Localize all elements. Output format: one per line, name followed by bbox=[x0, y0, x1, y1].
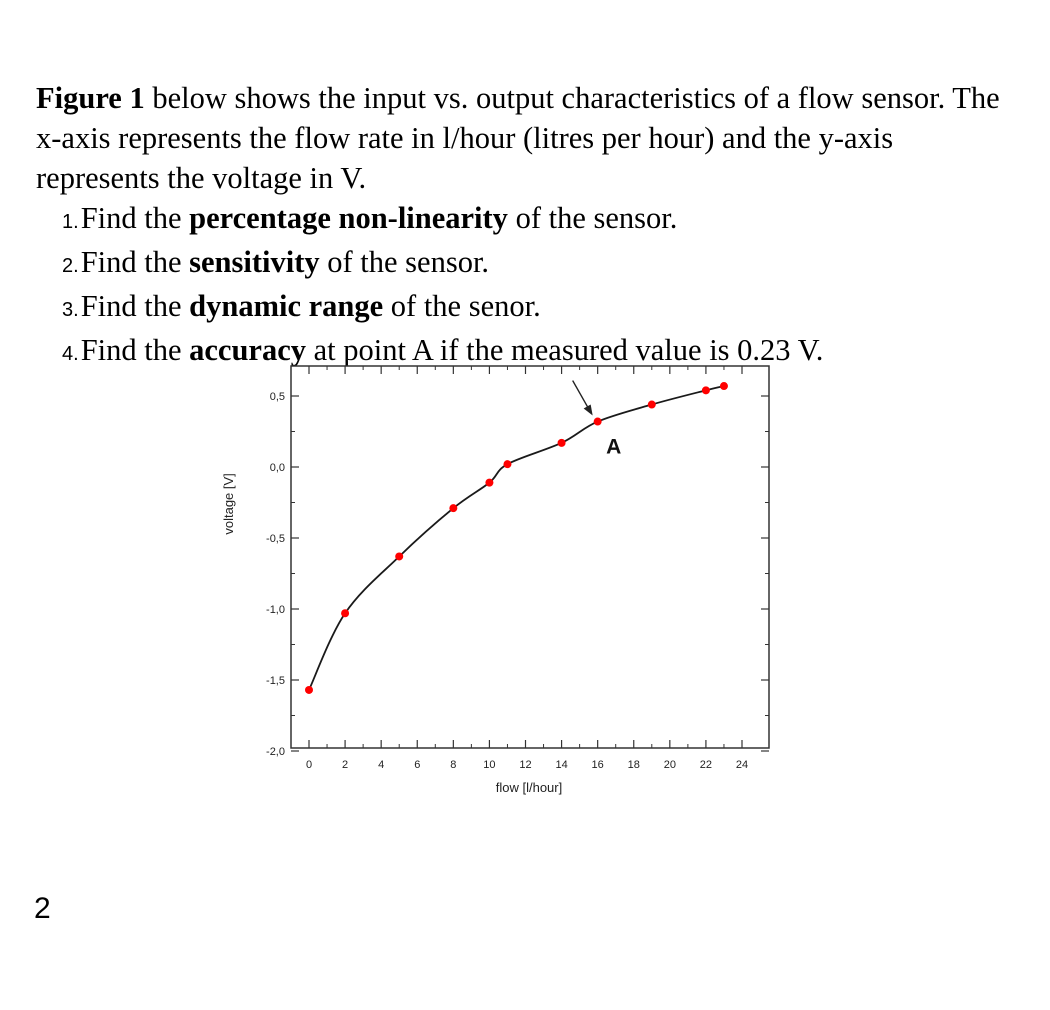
y-tick-label: -2,0 bbox=[266, 746, 285, 758]
question-text: of the sensor. bbox=[319, 245, 490, 279]
x-tick-label: 4 bbox=[378, 759, 385, 771]
x-tick-label: 12 bbox=[519, 759, 532, 771]
x-tick-label: 18 bbox=[627, 759, 640, 771]
x-tick-label: 0 bbox=[305, 759, 313, 771]
question-text: Find the bbox=[80, 245, 190, 279]
data-point bbox=[305, 686, 313, 694]
data-point bbox=[648, 401, 656, 409]
annotation-arrowhead bbox=[584, 405, 593, 416]
x-tick-label: 6 bbox=[414, 759, 421, 771]
y-tick-label: -0,5 bbox=[266, 533, 285, 545]
x-tick-label: 20 bbox=[663, 759, 676, 771]
y-tick-label: -1,5 bbox=[266, 675, 285, 687]
question-text: Find the bbox=[80, 289, 190, 323]
data-point bbox=[558, 439, 566, 447]
plot-frame bbox=[291, 366, 769, 748]
question-text: of the senor. bbox=[383, 289, 541, 323]
data-point bbox=[395, 552, 403, 560]
data-point bbox=[485, 479, 493, 487]
question-number: 2. bbox=[62, 255, 79, 277]
x-tick-label: 10 bbox=[483, 759, 496, 771]
x-tick-label: 14 bbox=[555, 759, 568, 771]
question-keyword: accuracy bbox=[189, 333, 307, 367]
x-tick-label: 22 bbox=[699, 759, 713, 771]
y-tick-label: 0,0 bbox=[269, 462, 285, 474]
data-point bbox=[449, 504, 457, 512]
question-keyword: percentage non-linearity bbox=[189, 201, 508, 235]
figure-reference: Figure 1 bbox=[36, 81, 145, 115]
data-point bbox=[702, 386, 710, 394]
annotation-arrow bbox=[573, 381, 590, 411]
page-number: 2 bbox=[34, 892, 51, 925]
x-axis-label: flow [l/hour] bbox=[495, 780, 563, 795]
data-point bbox=[341, 609, 349, 617]
question-keyword: sensitivity bbox=[189, 245, 320, 279]
x-tick-label: 2 bbox=[342, 759, 349, 771]
data-curve bbox=[309, 386, 724, 690]
y-axis-label: voltage [V] bbox=[221, 473, 236, 535]
y-tick-label: 0,5 bbox=[269, 391, 285, 403]
x-tick-label: 24 bbox=[735, 759, 749, 771]
data-point bbox=[720, 382, 728, 390]
question-number: 3. bbox=[62, 299, 79, 321]
y-tick-label: -1,0 bbox=[266, 604, 285, 616]
x-tick-label: 16 bbox=[591, 759, 604, 771]
annotation-label: A bbox=[606, 435, 622, 459]
question-number: 1. bbox=[62, 211, 79, 233]
question-text: Find the bbox=[80, 333, 190, 367]
intro-text: below shows the input vs. output characteristics of a flow sensor. The x-axis represents the flow rate in l/hour (litres per hour) and the y-axis represents the voltage in V. bbox=[36, 81, 1000, 195]
data-point bbox=[503, 460, 511, 468]
x-tick-label: 8 bbox=[450, 759, 457, 771]
question-keyword: dynamic range bbox=[189, 289, 384, 323]
question-text: of the sensor. bbox=[507, 201, 678, 235]
data-point bbox=[594, 418, 602, 426]
question-text: Find the bbox=[80, 201, 190, 235]
question-text: at point A if the measured value is 0.23 V. bbox=[306, 333, 824, 367]
question-number: 4. bbox=[62, 343, 79, 365]
